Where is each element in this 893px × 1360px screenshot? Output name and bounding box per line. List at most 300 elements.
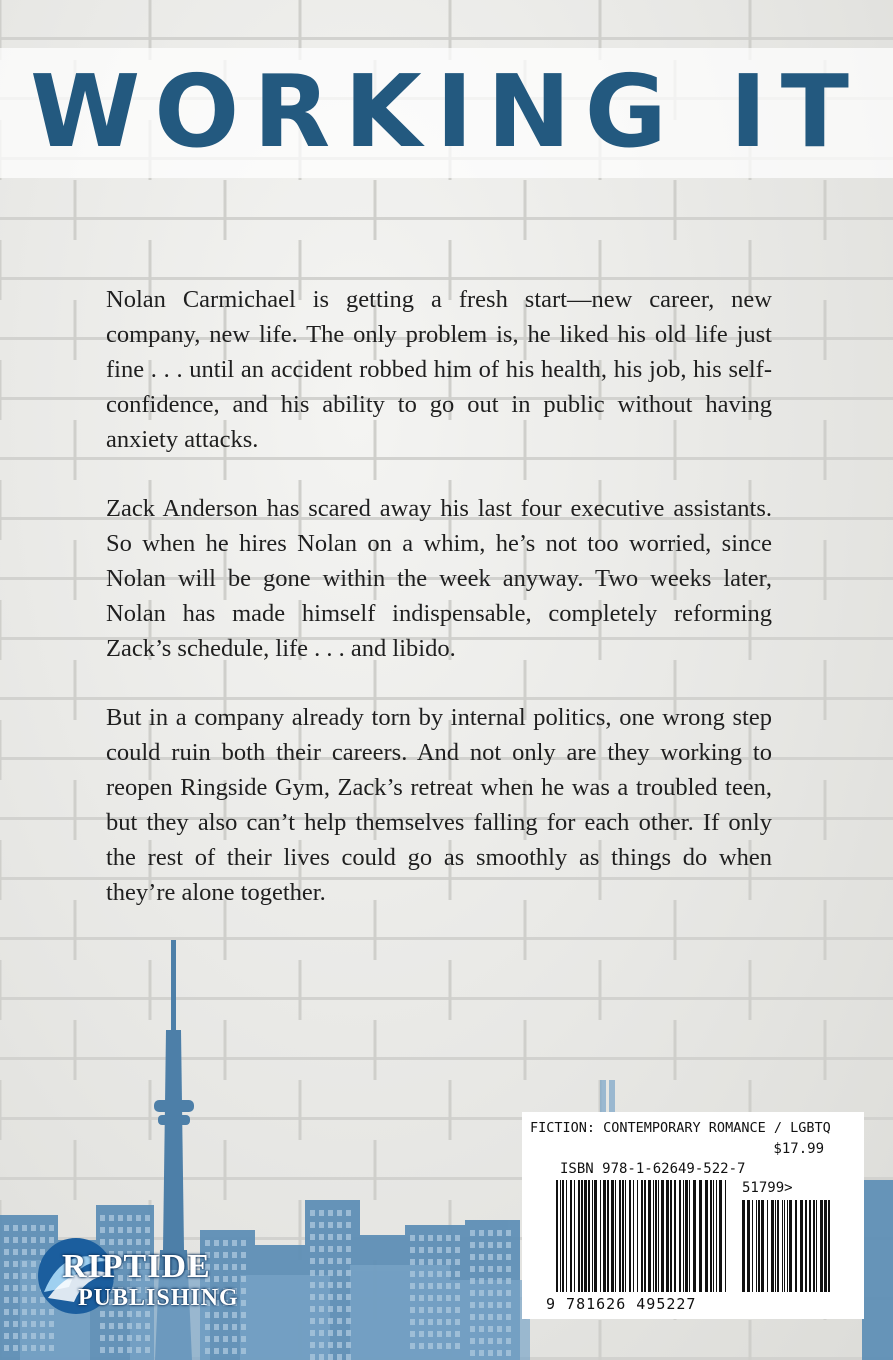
addon-code: 51799> [742,1180,793,1196]
window [241,1324,246,1330]
window [410,1331,415,1337]
barcode-bar [556,1180,558,1292]
genre-label: FICTION: CONTEMPORARY ROMANCE / LGBTQ [530,1120,831,1136]
window [337,1342,342,1348]
barcode-bar [693,1180,696,1292]
window [410,1343,415,1349]
window [455,1307,460,1313]
barcode-bar [800,1200,803,1292]
window [4,1333,9,1339]
window [410,1247,415,1253]
barcode-bar [615,1180,616,1292]
window [497,1350,502,1356]
barcode-digits: 9 781626 495227 [546,1295,697,1313]
window [506,1338,511,1344]
window [31,1345,36,1351]
price-label: $17.99 [773,1141,824,1157]
window [337,1354,342,1360]
barcode-bar [725,1180,726,1292]
window [22,1345,27,1351]
window [13,1273,18,1279]
barcode-bar [560,1180,561,1292]
barcode-bar [592,1180,593,1292]
window [470,1230,475,1236]
window [419,1295,424,1301]
window [506,1278,511,1284]
window [346,1222,351,1228]
window [4,1225,9,1231]
window [419,1319,424,1325]
window [346,1294,351,1300]
window [346,1258,351,1264]
window [479,1314,484,1320]
window [446,1307,451,1313]
barcode-bar [581,1180,583,1292]
window [455,1295,460,1301]
window [22,1237,27,1243]
window [328,1318,333,1324]
window [214,1336,219,1342]
window [100,1323,105,1329]
window [419,1235,424,1241]
barcode-bar [716,1180,717,1292]
barcode-bar [566,1180,567,1292]
window [455,1343,460,1349]
window [310,1210,315,1216]
barcode-bar [699,1180,702,1292]
window [479,1338,484,1344]
window [446,1283,451,1289]
barcode-bar [562,1180,564,1292]
barcode-bar [816,1200,817,1292]
window [470,1290,475,1296]
window [4,1237,9,1243]
window [337,1318,342,1324]
window [479,1350,484,1356]
window [127,1347,132,1353]
window [136,1323,141,1329]
blurb-paragraph-2: Zack Anderson has scared away his last four executive assistants. So when he hires Nolan on a whim, he’s not too worried, since Nolan will be gone within the week anyway. Two weeks later, Nolan has made himself indispensable, completely reforming Zack’s schedule, life . . . and libido. [106,495,772,662]
window [428,1331,433,1337]
window [205,1324,210,1330]
window [337,1306,342,1312]
window [319,1258,324,1264]
window [310,1354,315,1360]
barcode-bar [756,1200,757,1292]
window [4,1345,9,1351]
window [223,1348,228,1354]
window [479,1278,484,1284]
window [470,1302,475,1308]
window [22,1321,27,1327]
window [497,1326,502,1332]
barcode-bar [719,1180,722,1292]
barcode-bar [661,1180,664,1292]
window [40,1345,45,1351]
window [428,1271,433,1277]
barcode-bar [588,1180,590,1292]
window [319,1222,324,1228]
window [13,1345,18,1351]
window [13,1333,18,1339]
window [241,1348,246,1354]
window [479,1266,484,1272]
window [410,1319,415,1325]
window [40,1225,45,1231]
barcode-bar [625,1180,626,1292]
window [455,1331,460,1337]
blurb-paragraph-3: But in a company already torn by internal politics, one wrong step could ruin both their careers. And not only are they working to reopen Ringside Gym, Zack’s retreat when he was a troubled teen, but they also can’t help themselves falling for each other. If only the rest of their lives could go as smoothly as things do when they’re alone together. [106,704,772,906]
window [446,1235,451,1241]
window [455,1259,460,1265]
window [4,1309,9,1315]
window [13,1285,18,1291]
barcode-bar [619,1180,621,1292]
window [419,1331,424,1337]
window [479,1302,484,1308]
window [446,1259,451,1265]
window [497,1242,502,1248]
publisher-subtitle: PUBLISHING [78,1285,239,1311]
window [497,1290,502,1296]
window [497,1338,502,1344]
window [145,1215,150,1221]
window [319,1282,324,1288]
window [22,1261,27,1267]
window [479,1242,484,1248]
window [488,1350,493,1356]
window [437,1343,442,1349]
window [328,1258,333,1264]
window [455,1271,460,1277]
window [337,1294,342,1300]
window [328,1270,333,1276]
barcode-bar [689,1180,690,1292]
window [437,1295,442,1301]
window [100,1347,105,1353]
barcode-bar [633,1180,634,1292]
window [428,1319,433,1325]
window [13,1297,18,1303]
barcode-panel [522,1112,864,1319]
window [49,1225,54,1231]
window [232,1348,237,1354]
window [346,1270,351,1276]
barcode-bar [603,1180,606,1292]
window [488,1230,493,1236]
window [337,1246,342,1252]
window [455,1247,460,1253]
window [13,1321,18,1327]
window [22,1285,27,1291]
window [118,1335,123,1341]
window [419,1259,424,1265]
barcode-bar [629,1180,631,1292]
window [100,1215,105,1221]
barcode-bar [787,1200,788,1292]
barcode-bar [782,1200,783,1292]
window [428,1307,433,1313]
barcode-bar [789,1200,792,1292]
window [497,1314,502,1320]
window [4,1273,9,1279]
window [328,1342,333,1348]
window [437,1247,442,1253]
barcode-bar [578,1180,580,1292]
barcode-bar [653,1180,654,1292]
window [310,1246,315,1252]
barcode-bar [622,1180,624,1292]
barcode-bar [685,1180,688,1292]
barcode-bar [655,1180,657,1292]
window [428,1235,433,1241]
barcode-bar [742,1200,745,1292]
window [310,1318,315,1324]
window [22,1225,27,1231]
window [437,1283,442,1289]
window [310,1294,315,1300]
addon-barcode-icon [742,1200,834,1295]
barcode-bar [648,1180,651,1292]
window [346,1318,351,1324]
window [455,1283,460,1289]
blurb-paragraph-1: Nolan Carmichael is getting a fresh start—new career, new company, new life. The only problem is, he liked his old life just fine . . . until an accident robbed him of his health, his job, his self-confidence, and his ability to go out in public without having anxiety attacks. [106,286,772,453]
window [428,1259,433,1265]
window [506,1302,511,1308]
barcode-bar [767,1200,768,1292]
window [506,1326,511,1332]
window [40,1333,45,1339]
window [13,1249,18,1255]
window [49,1333,54,1339]
barcode-bar [809,1200,811,1292]
window [319,1306,324,1312]
window [497,1302,502,1308]
window [470,1254,475,1260]
barcode-bar [775,1200,776,1292]
window [127,1323,132,1329]
window [488,1278,493,1284]
barcode-bar [658,1180,659,1292]
window [49,1345,54,1351]
barcode-bar [828,1200,830,1292]
window [419,1247,424,1253]
barcode-bar [784,1200,785,1292]
barcode-bar [820,1200,823,1292]
window [446,1295,451,1301]
window [419,1343,424,1349]
window [310,1330,315,1336]
window [479,1290,484,1296]
window [410,1235,415,1241]
window [470,1314,475,1320]
window [310,1234,315,1240]
barcode-bar [607,1180,609,1292]
window [328,1294,333,1300]
window [328,1354,333,1360]
window [214,1348,219,1354]
window [205,1336,210,1342]
window [506,1242,511,1248]
window [319,1330,324,1336]
window [506,1290,511,1296]
window [223,1336,228,1342]
barcode-bar [824,1200,827,1292]
window [145,1335,150,1341]
barcode-bar [666,1180,669,1292]
window [346,1330,351,1336]
window [506,1350,511,1356]
window [346,1210,351,1216]
window [109,1347,114,1353]
barcode-bar [641,1180,643,1292]
window [118,1323,123,1329]
window [319,1318,324,1324]
barcode-bar [705,1180,708,1292]
window [109,1335,114,1341]
window [488,1254,493,1260]
window [346,1246,351,1252]
window [328,1210,333,1216]
window [428,1283,433,1289]
window [328,1306,333,1312]
window [488,1290,493,1296]
window [428,1295,433,1301]
window [346,1234,351,1240]
window [428,1247,433,1253]
barcode-bar [670,1180,672,1292]
window [4,1249,9,1255]
window [470,1350,475,1356]
barcode-bar [777,1200,779,1292]
window [479,1326,484,1332]
window [437,1307,442,1313]
window [310,1342,315,1348]
window [488,1338,493,1344]
window [136,1215,141,1221]
window [4,1285,9,1291]
window [310,1270,315,1276]
window [497,1230,502,1236]
window [319,1246,324,1252]
barcode-bar [771,1200,774,1292]
window [319,1234,324,1240]
window [319,1210,324,1216]
window [22,1297,27,1303]
window [337,1270,342,1276]
barcode-bar [805,1200,807,1292]
window [205,1348,210,1354]
window [455,1235,460,1241]
window [410,1283,415,1289]
window [497,1266,502,1272]
window [13,1237,18,1243]
window [310,1282,315,1288]
blurb [106,282,772,944]
window [310,1258,315,1264]
window [328,1330,333,1336]
window [479,1230,484,1236]
window [214,1324,219,1330]
barcode-bar [637,1180,638,1292]
window [127,1215,132,1221]
window [4,1297,9,1303]
window [410,1307,415,1313]
window [22,1273,27,1279]
window [337,1210,342,1216]
window [13,1261,18,1267]
window [241,1336,246,1342]
barcode-bar [674,1180,676,1292]
window [118,1215,123,1221]
window [506,1314,511,1320]
window [455,1319,460,1325]
window [319,1354,324,1360]
barcode-bar [752,1200,753,1292]
window [419,1271,424,1277]
barcode-bar [570,1180,572,1292]
window [337,1282,342,1288]
barcode-bar [574,1180,575,1292]
barcode-bar [813,1200,815,1292]
window [118,1347,123,1353]
barcode-bar [600,1180,601,1292]
barcode-bar [611,1180,614,1292]
window [13,1309,18,1315]
barcode-bar [679,1180,681,1292]
barcode-bar [747,1200,750,1292]
window [479,1254,484,1260]
window [506,1266,511,1272]
window [497,1254,502,1260]
window [127,1335,132,1341]
window [22,1333,27,1339]
window [506,1230,511,1236]
window [470,1242,475,1248]
window [337,1330,342,1336]
window [346,1282,351,1288]
window [488,1242,493,1248]
book-title: WORKING IT [29,53,864,170]
window [446,1343,451,1349]
window [506,1254,511,1260]
window [328,1234,333,1240]
barcode-bar [644,1180,646,1292]
window [470,1266,475,1272]
window [337,1222,342,1228]
window [145,1323,150,1329]
window [410,1295,415,1301]
window [346,1342,351,1348]
barcode-bar [594,1180,597,1292]
window [488,1266,493,1272]
window [328,1246,333,1252]
window [346,1354,351,1360]
window [31,1333,36,1339]
window [437,1331,442,1337]
window [232,1324,237,1330]
window [328,1282,333,1288]
window [319,1294,324,1300]
window [470,1338,475,1344]
window [4,1321,9,1327]
window [488,1326,493,1332]
window [437,1259,442,1265]
window [419,1283,424,1289]
window [428,1343,433,1349]
window [488,1302,493,1308]
window [4,1261,9,1267]
